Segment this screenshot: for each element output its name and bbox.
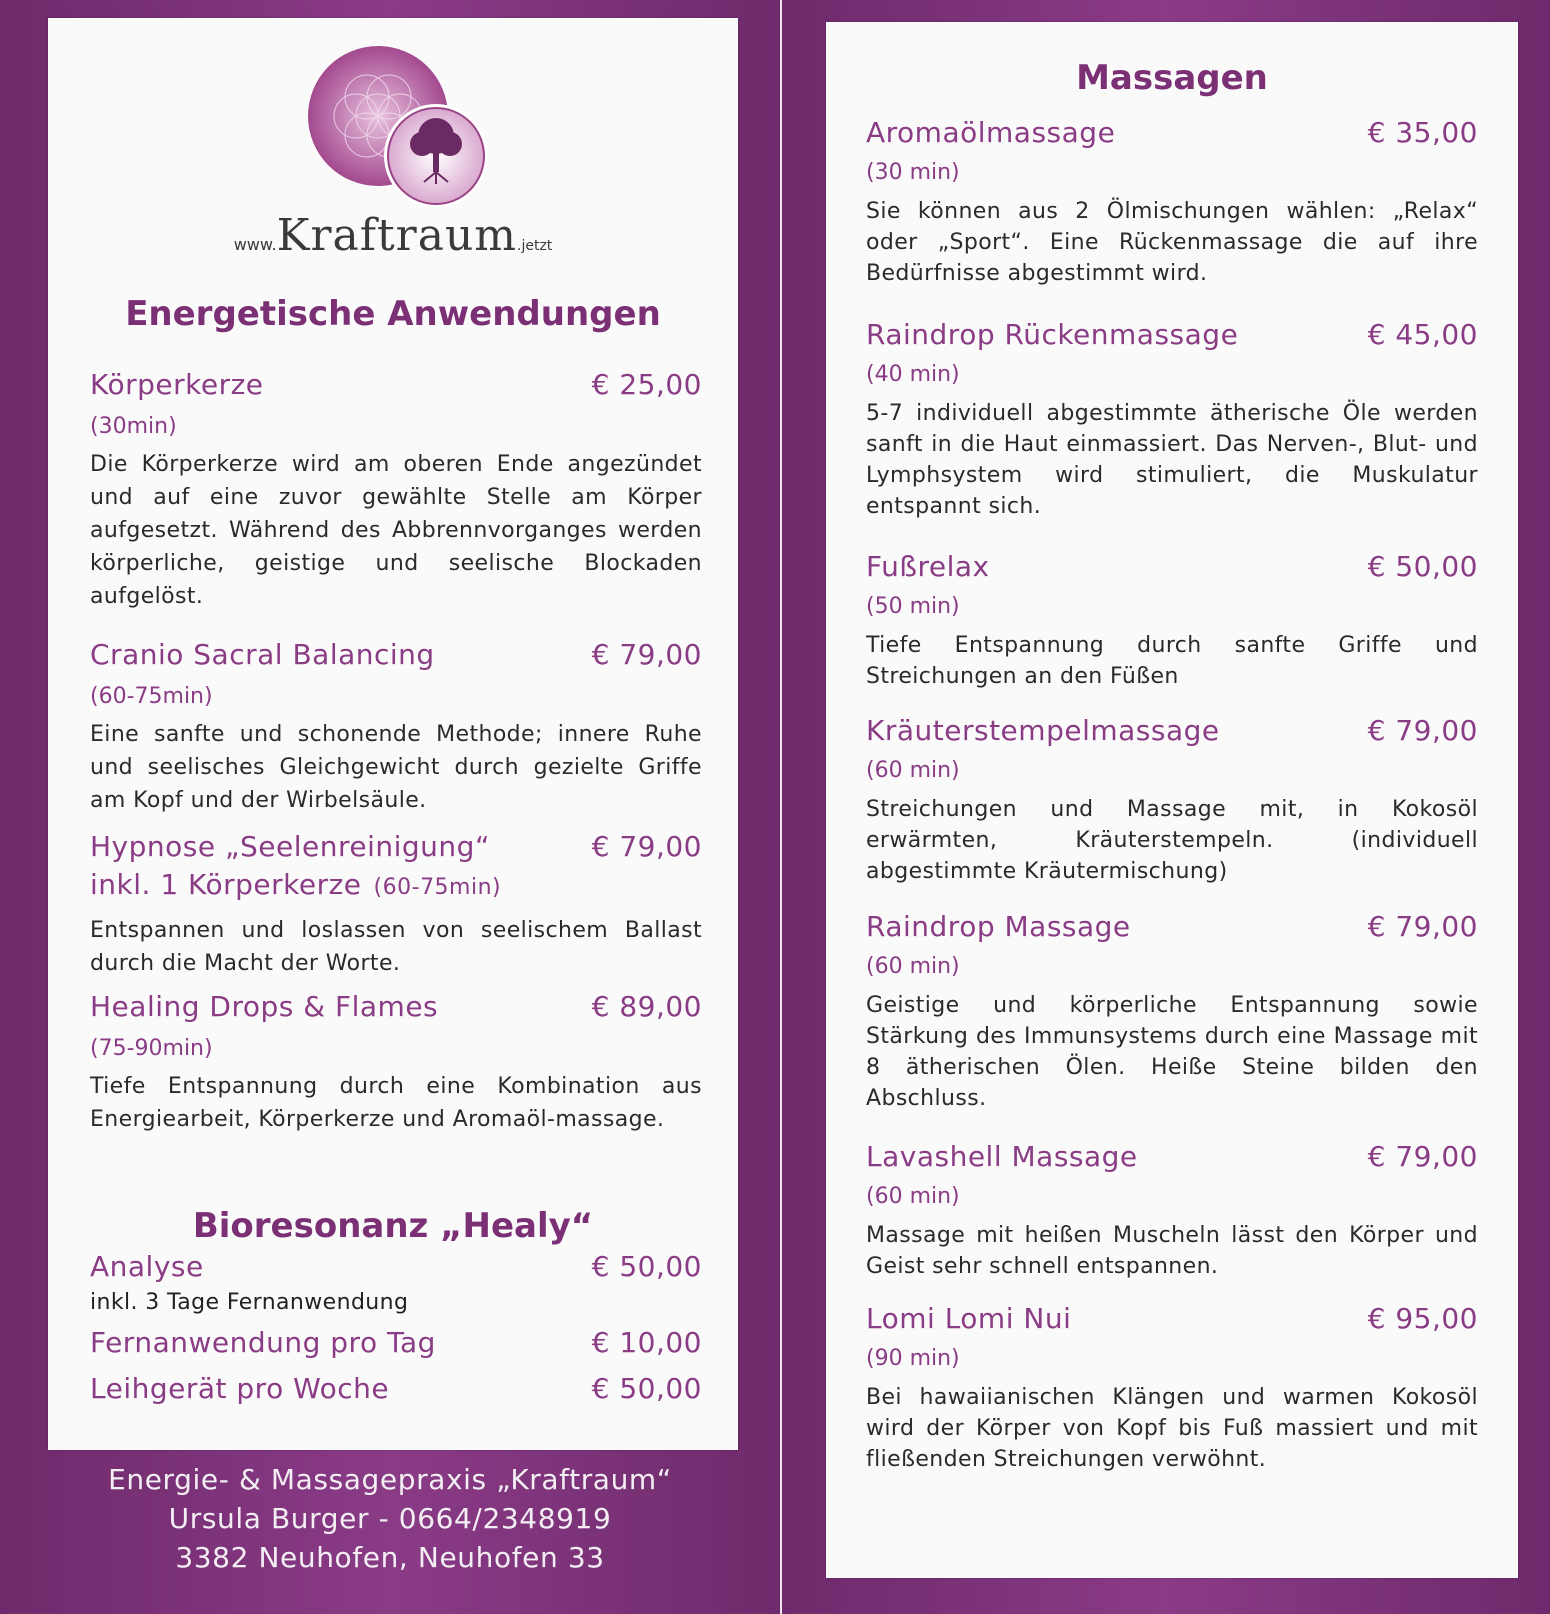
item-header [866,1302,1478,1335]
item-header [90,638,702,671]
item-header [866,714,1478,747]
brand-tld: .jetzt [517,238,553,254]
item-price: € 79,00 [591,830,702,863]
item-header [90,368,702,401]
item-description: Die Körperkerze wird am oberen Ende angezündet und auf eine zuvor gewählte Stelle am Körper aufgesetzt. Während des Abbrennvorganges werden körperliche, geistige und seelische Blockaden aufgelöst. [90,452,702,609]
item-price: € 25,00 [591,368,702,401]
item-price: € 79,00 [1367,1140,1478,1173]
item-header [90,830,702,863]
item-duration: (90 min) [866,1346,960,1371]
section-title-bioresonanz: Bioresonanz „Healy“ [192,1206,594,1246]
item-duration: (30min) [90,414,177,439]
item-description: Bei hawaiianischen Klängen und warmen Kokosöl wird der Körper von Kopf bis Fuß massiert und mit fließenden Streichungen verwöhnt. [866,1385,1478,1472]
item-price: € 50,00 [591,1250,702,1283]
item-price: € 10,00 [591,1326,702,1359]
item-price: € 50,00 [1367,550,1478,583]
item-name: Fußrelax [866,550,990,583]
item-duration: (30 min) [866,160,960,185]
item-name: Aromaölmassage [866,116,1116,149]
item-duration: (60-75min) [90,684,213,709]
item-description: Tiefe Entspannung durch eine Kombination aus Energiearbeit, Körperkerze und Aromaöl-massage. [90,1074,702,1132]
item-description: Entspannen und loslassen von seelischem Ballast durch die Macht der Worte. [90,918,702,976]
item-price: € 89,00 [591,990,702,1023]
item-price: € 79,00 [1367,910,1478,943]
section-title-energetic: Energetische Anwendungen [125,294,661,334]
item-description: Streichungen und Massage mit, in Kokosöl erwärmten, Kräuterstempeln. (individuell abgestimmte Kräutermischung) [866,797,1478,884]
item-name: Fernanwendung pro Tag [90,1326,436,1359]
item-header [866,1140,1478,1173]
item-duration: (75-90min) [90,1036,213,1061]
item-price: € 79,00 [1367,714,1478,747]
item-header-line2 [90,868,702,901]
item-description: Geistige und körperliche Entspannung sowie Stärkung des Immunsystems durch eine Massage mit 8 ätherischen Ölen. Heiße Steine bilden den Abschluss. [866,993,1478,1111]
item-duration: (60-75min) [373,875,502,900]
item-header [866,910,1478,943]
footer-line-address: 3382 Neuhofen, Neuhofen 33 [175,1541,605,1574]
section-title-massagen: Massagen [1076,58,1268,98]
item-description: Eine sanfte und schonende Methode; innere Ruhe und seelisches Gleichgewicht durch gezielte Griffe am Kopf und der Wirbelsäule. [90,722,702,813]
item-header [866,550,1478,583]
item-name: Hypnose „Seelenreinigung“ [90,830,490,863]
item-name: Healing Drops & Flames [90,990,439,1023]
item-price: € 50,00 [591,1372,702,1405]
flower-of-life-logo [298,44,498,214]
footer-line-owner-phone: Ursula Burger - 0664/2348919 [168,1502,612,1535]
brand-name: Kraftraum [276,210,518,261]
item-header [90,1326,702,1359]
item-duration: (40 min) [866,362,960,387]
item-header [90,1250,702,1283]
item-header [866,116,1478,149]
item-price: € 95,00 [1367,1302,1478,1335]
item-name: Cranio Sacral Balancing [90,638,435,671]
item-header [90,990,702,1023]
item-description: Tiefe Entspannung durch sanfte Griffe und Streichungen an den Füßen [866,633,1478,689]
brand-wordmark [48,210,738,261]
left-card [48,18,738,1450]
item-description: Massage mit heißen Muscheln lässt den Körper und Geist sehr schnell entspannen. [866,1223,1478,1279]
item-duration: (50 min) [866,594,960,619]
item-name: Lavashell Massage [866,1140,1138,1173]
item-name: Kräuterstempelmassage [866,714,1220,747]
item-duration: (60 min) [866,954,960,979]
item-header [866,318,1478,351]
item-name: Leihgerät pro Woche [90,1372,390,1405]
item-price: € 35,00 [1367,116,1478,149]
item-name-extra: inkl. 1 Körperkerze [90,868,362,901]
item-name: Raindrop Massage [866,910,1131,943]
contact-footer [0,1460,780,1577]
item-name: Raindrop Rückenmassage [866,318,1239,351]
item-description: Sie können aus 2 Ölmischungen wählen: „Relax“ oder „Sport“. Eine Rückenmassage die auf ihre Bedürfnisse abgestimmt wird. [866,199,1478,286]
item-name: Körperkerze [90,368,264,401]
item-duration: (60 min) [866,1184,960,1209]
right-card [826,22,1518,1578]
footer-line-business: Energie- & Massagepraxis „Kraftraum“ [108,1463,672,1496]
item-name: Lomi Lomi Nui [866,1302,1072,1335]
item-description: 5-7 individuell abgestimmte ätherische Öle werden sanft in die Haut einmassiert. Das Nerven-, Blut- und Lymphsystem wird stimuliert, die Muskulatur entspannt sich. [866,401,1478,519]
item-note: inkl. 3 Tage Fernanwendung [90,1290,409,1315]
item-price: € 45,00 [1367,318,1478,351]
item-duration: (60 min) [866,758,960,783]
item-header [90,1372,702,1405]
brand-www: www. [233,235,277,254]
item-name: Analyse [90,1250,204,1283]
item-price: € 79,00 [591,638,702,671]
right-panel [782,0,1550,1614]
